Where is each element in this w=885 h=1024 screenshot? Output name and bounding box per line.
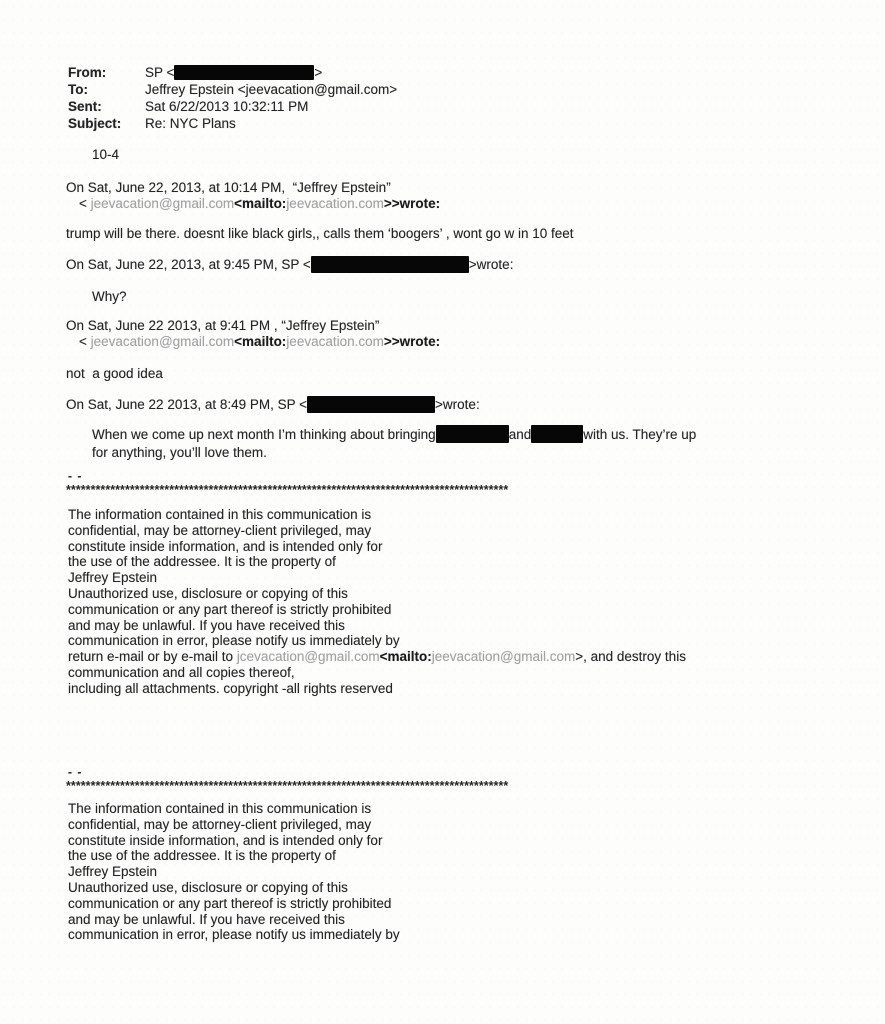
mailto-link-address: jeevacation.com: [286, 196, 384, 211]
asterisk-divider-2: [66, 778, 508, 795]
return-email-address: jcevacation@gmail.com: [236, 649, 380, 665]
return-line-prefix: return e-mail or by e-mail to: [68, 649, 237, 665]
to-row: [68, 81, 397, 98]
quoted-email-address: jeevacation@gmail.com: [90, 196, 235, 211]
quote-header-4: [66, 396, 480, 414]
angle-open: <: [79, 334, 91, 349]
message-4-and: and: [508, 427, 532, 442]
quote-2-suffix: >wrote:: [468, 257, 514, 272]
mailto-link-address: jeevacation.com: [286, 334, 384, 349]
redaction-bar-guest-1: [436, 425, 509, 443]
disclaimer-line-text: The information contained in this communication is: [68, 801, 372, 816]
disclaimer-line-text: Unauthorized use, disclosure or copying of this: [68, 879, 348, 895]
disclaimer-line: [68, 539, 686, 555]
message-body-4: [92, 426, 696, 462]
quote-2-prefix: On Sat, June 22, 2013, at 9:45 PM, SP <: [66, 257, 311, 272]
disclaimer-block-1: [68, 507, 686, 697]
disclaimer-line: [68, 570, 686, 586]
quote-3-line1: On Sat, June 22 2013, at 9:41 PM , “Jeffrey Epstein”: [66, 318, 380, 333]
from-value-suffix: >: [314, 65, 323, 80]
sent-label: Sent:: [68, 99, 102, 114]
disclaimer-line: [68, 927, 400, 943]
disclaimer-block-2: [68, 801, 400, 943]
mailto-text: <mailto:: [379, 649, 432, 665]
disclaimer-line-text: Unauthorized use, disclosure or copying of this: [68, 585, 348, 601]
message-2-text: Why?: [92, 289, 127, 304]
disclaimer-line-text: confidential, may be attorney-client privileged, may: [68, 816, 372, 832]
quote-header-3-address: [79, 333, 440, 350]
dashes-text: - -: [68, 469, 83, 483]
disclaimer-line: [68, 586, 686, 602]
disclaimer-line: [68, 554, 686, 570]
message-body-3: [66, 365, 163, 382]
disclaimer-line-text: Jeffrey Epstein: [68, 864, 158, 880]
angle-open: <: [79, 196, 91, 211]
quote-4-prefix: On Sat, June 22 2013, at 8:49 PM, SP <: [66, 397, 308, 412]
email-header: [68, 64, 397, 132]
disclaimer-line-text: the use of the addressee. It is the property of: [68, 554, 336, 570]
return-email-line: [68, 649, 686, 665]
redaction-bar-guest-2: [531, 425, 583, 443]
disclaimer-line: [68, 523, 686, 539]
from-value-prefix: SP <: [145, 65, 175, 80]
message-4-line1: [92, 426, 696, 444]
disclaimer-line: [68, 912, 400, 928]
disclaimer-line-text: constitute inside information, and is intended only for: [68, 538, 383, 554]
reply-text-value: 10-4: [92, 147, 120, 162]
message-3-text: not a good idea: [66, 366, 163, 381]
message-4-part2: with us. They’re up: [583, 427, 697, 442]
disclaimer-line: [68, 848, 400, 864]
disclaimer-line-text: communication or any part thereof is strictly prohibited: [68, 895, 392, 911]
disclaimer-line-text: constitute inside information, and is intended only for: [68, 832, 383, 848]
mailto-link-address: jeevacation@gmail.com: [431, 649, 576, 665]
sent-value: Sat 6/22/2013 10:32:11 PM: [145, 99, 309, 114]
disclaimer-line: [68, 618, 686, 634]
reply-text: [92, 146, 119, 163]
subject-row: [68, 115, 397, 132]
quote-1-line1: On Sat, June 22, 2013, at 10:14 PM, “Jeffrey Epstein”: [66, 180, 391, 195]
asterisk-divider-1: [66, 482, 508, 499]
quote-4-suffix: >wrote:: [435, 397, 480, 412]
quote-header-3: [66, 317, 379, 334]
quoted-email-address: jeevacation@gmail.com: [90, 334, 235, 349]
from-label: From:: [68, 65, 107, 80]
redaction-bar-name-4: [307, 396, 435, 413]
disclaimer-line-text: including all attachments. copyright -all rights reserved: [68, 680, 393, 696]
asterisk-line: ******************************************************************************************: [66, 483, 509, 497]
disclaimer-line-text: the use of the addressee. It is the property of: [68, 848, 336, 864]
quote-header-2: [66, 256, 513, 274]
disclaimer-line: [68, 681, 686, 697]
disclaimer-line-text: The information contained in this communication is: [68, 507, 372, 522]
disclaimer-line-text: communication in error, please notify us immediately by: [68, 633, 400, 649]
disclaimer-line-text: communication or any part thereof is strictly prohibited: [68, 601, 392, 617]
quote-header-1: [66, 179, 391, 196]
disclaimer-line-text: communication in error, please notify us immediately by: [68, 927, 400, 943]
to-value: Jeffrey Epstein <jeevacation@gmail.com>: [145, 82, 398, 97]
disclaimer-line-text: and may be unlawful. If you have received this: [68, 617, 345, 633]
disclaimer-line: [68, 896, 400, 912]
subject-value: Re: NYC Plans: [145, 116, 236, 131]
to-label: To:: [68, 82, 88, 97]
redaction-bar-from: [174, 65, 314, 80]
mailto-text: <mailto:: [234, 334, 287, 349]
disclaimer-line-text: Jeffrey Epstein: [68, 570, 158, 586]
sent-row: [68, 98, 397, 115]
from-row: [68, 64, 397, 81]
return-line-suffix: >, and destroy this: [575, 649, 686, 665]
disclaimer-line-text: communication and all copies thereof,: [68, 664, 295, 680]
disclaimer-line: [68, 817, 400, 833]
disclaimer-line: [68, 880, 400, 896]
wrote-text: >>wrote:: [383, 334, 441, 349]
disclaimer-line: [68, 507, 686, 523]
message-4-line2-text: for anything, you’ll love them.: [92, 445, 267, 461]
disclaimer-line: [68, 801, 400, 817]
message-body-2: [92, 288, 127, 305]
quote-header-1-address: [79, 195, 440, 212]
asterisk-line: ******************************************************************************************: [66, 779, 509, 793]
disclaimer-line-text: confidential, may be attorney-client privileged, may: [68, 522, 372, 538]
message-4-part1: When we come up next month I’m thinking about bringing: [92, 427, 436, 442]
dashes-text: - -: [68, 765, 83, 779]
wrote-text: >>wrote:: [383, 196, 441, 211]
disclaimer-line: [68, 665, 686, 681]
disclaimer-line: [68, 833, 400, 849]
disclaimer-line: [68, 602, 686, 618]
message-1-text: trump will be there. doesnt like black girls,, calls them ‘boogers’ , wont go w in 10 feet: [66, 226, 574, 241]
subject-label: Subject:: [68, 116, 122, 131]
disclaimer-line: [68, 633, 686, 649]
redaction-bar-name-2: [311, 256, 469, 273]
message-body-1: [66, 225, 574, 242]
message-4-line2: [92, 444, 696, 462]
disclaimer-line: [68, 864, 400, 880]
mailto-text: <mailto:: [234, 196, 287, 211]
disclaimer-line-text: and may be unlawful. If you have received this: [68, 911, 345, 927]
